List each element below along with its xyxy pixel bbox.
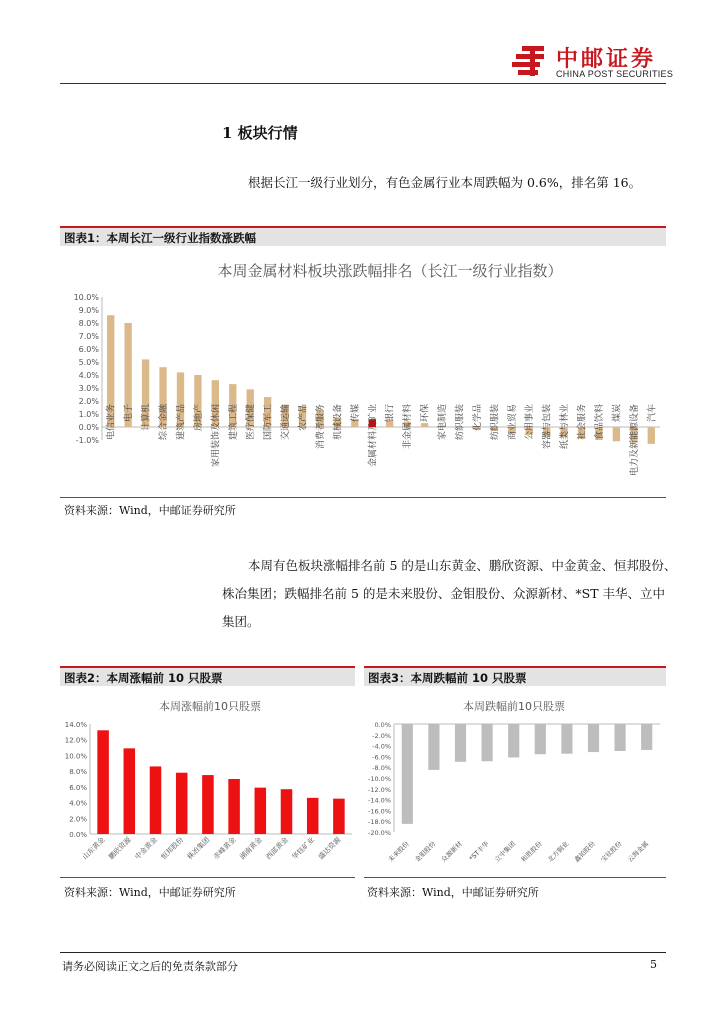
- figure2-source: 资料来源：Wind，中邮证券研究所: [64, 886, 236, 899]
- y-tick-label: 6.0%: [69, 783, 87, 792]
- figure1-source: 资料来源：Wind，中邮证券研究所: [64, 504, 236, 517]
- y-tick-label: 8.0%: [69, 768, 87, 777]
- y-tick-label: 9.0%: [78, 306, 99, 315]
- category-label: 公用事业: [525, 404, 536, 441]
- y-tick-label: 0.0%: [78, 423, 99, 432]
- y-tick-label: 5.0%: [78, 358, 99, 367]
- brand-name-cn: 中邮证券: [556, 47, 657, 72]
- y-tick-label: 10.0%: [64, 752, 87, 761]
- category-label: 房地产: [193, 404, 204, 432]
- category-label: 华钰矿业: [290, 835, 317, 862]
- figure3-source: 资料来源：Wind，中邮证券研究所: [367, 886, 539, 899]
- y-tick-label: 3.0%: [78, 384, 99, 393]
- category-label: 家电制造: [438, 404, 449, 441]
- y-tick-label: -10.0%: [368, 775, 391, 783]
- brand-name-en: CHINA POST SECURITIES: [556, 69, 674, 79]
- category-label: 中金黄金: [133, 835, 159, 862]
- figure3-divider: [364, 877, 666, 878]
- bar: [455, 724, 466, 762]
- bar: [588, 724, 599, 752]
- bar: [255, 788, 267, 834]
- figure1-divider: [60, 497, 666, 498]
- bar: [613, 427, 620, 441]
- bar: [228, 779, 240, 834]
- category-label: 医疗保健: [246, 404, 257, 441]
- y-tick-label: 14.0%: [64, 721, 87, 729]
- category-label: 纺织服装: [455, 404, 466, 441]
- category-label: 家用装饰及休闲: [211, 404, 222, 468]
- page-number: 5: [650, 958, 657, 971]
- bar: [281, 789, 293, 834]
- category-label: 银行: [385, 404, 396, 423]
- category-label: 盛达资源: [316, 835, 343, 862]
- y-tick-label: -20.0%: [368, 829, 391, 837]
- category-label: 鹏欣资源: [107, 835, 133, 862]
- category-label: 北方铜业: [546, 839, 571, 864]
- category-label: 化学品: [472, 404, 483, 432]
- figure2-chart: [60, 690, 355, 876]
- category-label: 金钼股份: [413, 839, 438, 864]
- y-tick-label: 7.0%: [78, 332, 99, 341]
- bar: [482, 724, 493, 761]
- paragraph2-line1: 本周有色板块涨幅排名前 5 的是山东黄金、鹏欣资源、中金黄金、恒邦股份、: [248, 558, 677, 573]
- category-label: 建筑产品: [176, 404, 187, 441]
- brand-logo: [512, 40, 672, 84]
- y-tick-label: -6.0%: [372, 753, 391, 762]
- section-title: 1 板块行情: [222, 124, 298, 142]
- category-label: 立中集团: [493, 839, 518, 864]
- y-tick-label: 1.0%: [78, 410, 99, 419]
- bar: [615, 724, 626, 751]
- y-tick-label: 10.0%: [73, 293, 99, 302]
- category-label: 鑫铂股份: [572, 839, 597, 864]
- paragraph2-line3: 集团。: [222, 614, 260, 629]
- category-label: 恒邦股份: [159, 835, 186, 862]
- category-label: 非金属材料: [403, 404, 414, 450]
- category-label: 综合金融: [159, 404, 170, 441]
- category-label: 传媒: [350, 404, 361, 423]
- bar: [648, 427, 655, 444]
- category-label: 纺织服装: [490, 404, 501, 441]
- category-label: 电信业务: [106, 404, 117, 441]
- chart-title: 本周跌幅前10只股票: [463, 700, 565, 713]
- bar: [535, 724, 546, 754]
- category-label: 金属材料及矿业: [368, 404, 379, 468]
- category-label: 电力及新能源设备: [629, 404, 640, 477]
- bar: [421, 423, 428, 427]
- category-label: 湖南黄金: [238, 835, 264, 862]
- intro-paragraph: 根据长江一级行业划分，有色金属行业本周跌幅为 0.6%，排名第 16。: [248, 175, 642, 190]
- paragraph2-line2: 株冶集团；跌幅排名前 5 的是未来股份、金钼股份、众源新材、*ST 丰华、立中: [222, 586, 666, 601]
- category-label: 食品饮料: [594, 404, 605, 441]
- category-label: 汽车: [647, 404, 658, 423]
- bar: [124, 748, 136, 834]
- y-tick-label: -12.0%: [368, 785, 391, 794]
- figure2-caption: 图表2：本周涨幅前 10 只股票: [60, 666, 355, 686]
- category-label: *ST丰华: [467, 839, 491, 863]
- category-label: 建筑工程: [228, 404, 239, 441]
- bar: [508, 724, 519, 757]
- category-label: 社会服务: [577, 404, 588, 441]
- footer-disclaimer: 请务必阅读正文之后的免责条款部分: [62, 960, 238, 973]
- y-tick-label: 6.0%: [78, 345, 99, 354]
- bar: [176, 773, 188, 834]
- category-label: 赤峰黄金: [212, 835, 238, 862]
- y-tick-label: 4.0%: [78, 371, 99, 380]
- footer-divider: [60, 952, 666, 953]
- category-label: 山东黄金: [81, 835, 107, 862]
- category-label: 电子: [124, 404, 135, 423]
- y-tick-label: -4.0%: [372, 742, 391, 751]
- category-label: 云海金属: [626, 839, 651, 864]
- category-label: 纸类与林业: [560, 404, 571, 450]
- category-label: 未来股份: [386, 839, 411, 864]
- category-label: 计算机: [141, 404, 152, 432]
- category-label: 众源新材: [439, 839, 464, 864]
- y-tick-label: 4.0%: [69, 799, 87, 808]
- y-tick-label: 2.0%: [69, 815, 87, 824]
- figure3-caption: 图表3：本周跌幅前 10 只股票: [364, 666, 666, 686]
- category-label: 宝钛股份: [599, 839, 624, 864]
- category-label: 煤炭: [612, 404, 623, 423]
- category-label: 环保: [420, 404, 431, 423]
- y-tick-label: 8.0%: [78, 319, 99, 328]
- category-label: 国防军工: [263, 404, 274, 441]
- chart-title: 本周涨幅前10只股票: [159, 700, 261, 713]
- category-label: 西部黄金: [264, 835, 290, 862]
- chart-title: 本周金属材料板块涨跌幅排名（长江一级行业指数）: [217, 262, 563, 280]
- bar: [402, 724, 413, 824]
- bar: [150, 766, 162, 834]
- bar: [428, 724, 439, 770]
- category-label: 和胜股份: [519, 839, 544, 864]
- category-label: 机械设备: [333, 404, 344, 441]
- y-tick-label: -2.0%: [372, 731, 391, 740]
- bar: [561, 724, 572, 754]
- y-tick-label: -16.0%: [368, 807, 391, 816]
- category-label: 农产品: [298, 404, 309, 432]
- bar: [97, 730, 109, 834]
- y-tick-label: -18.0%: [368, 818, 391, 827]
- category-label: 交通运输: [281, 404, 292, 441]
- figure1-chart: [60, 248, 666, 496]
- category-label: 消费者服务: [315, 404, 326, 450]
- china-post-logo-icon: [512, 44, 546, 78]
- bar: [307, 798, 319, 834]
- y-tick-label: 0.0%: [69, 831, 87, 839]
- y-tick-label: -8.0%: [372, 764, 391, 773]
- y-tick-label: 12.0%: [64, 736, 87, 745]
- bar: [333, 799, 345, 834]
- bar: [641, 724, 652, 750]
- header-divider: [60, 83, 666, 84]
- category-label: 株冶集团: [185, 835, 212, 862]
- y-tick-label: 0.0%: [374, 721, 391, 729]
- figure2-divider: [60, 877, 355, 878]
- category-label: 商业贸易: [507, 404, 518, 441]
- figure1-caption: 图表1：本周长江一级行业指数涨跌幅: [60, 226, 666, 246]
- y-tick-label: 2.0%: [78, 397, 99, 406]
- category-label: 容器与包装: [542, 404, 553, 450]
- y-tick-label: -1.0%: [75, 436, 99, 445]
- bar: [202, 775, 214, 834]
- figure3-chart: [364, 690, 666, 876]
- y-tick-label: -14.0%: [368, 796, 391, 805]
